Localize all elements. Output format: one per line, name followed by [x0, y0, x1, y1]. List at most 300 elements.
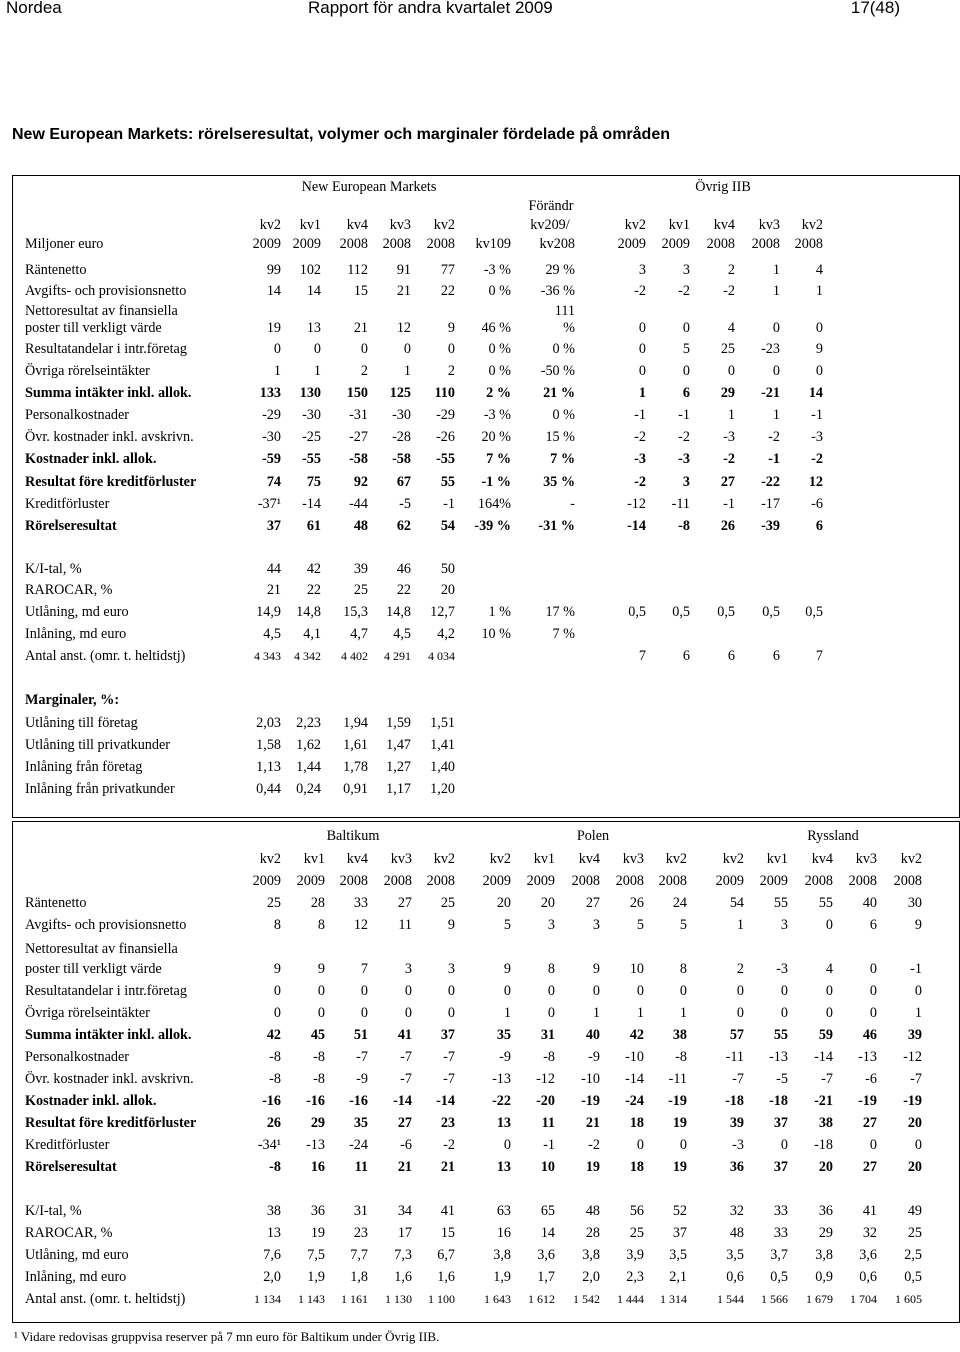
col-header: kv4	[713, 217, 735, 233]
row-label: Inlåning från företag	[25, 759, 143, 775]
cell: -18	[769, 1093, 788, 1109]
group-label-baltikum: Baltikum	[326, 828, 380, 844]
cell: 2009	[252, 236, 281, 252]
col-header: 2008	[383, 873, 412, 889]
table-row	[13, 958, 959, 980]
cell: 3	[638, 262, 646, 278]
cell: 0	[592, 983, 600, 999]
cell: 11	[541, 1115, 555, 1131]
cell: 25	[266, 895, 281, 911]
cell: -30	[302, 407, 321, 423]
cell: -7	[732, 1071, 744, 1087]
table-row	[13, 280, 959, 302]
cell: -9	[588, 1049, 600, 1065]
cell: 13	[496, 1159, 511, 1175]
cell: 21	[353, 320, 368, 336]
cell: 0	[503, 1137, 511, 1153]
cell: 2	[360, 363, 368, 379]
cell: -25	[302, 429, 321, 445]
table-row	[13, 1156, 959, 1178]
footnote: ¹ Vidare redovisas gruppvisa reserver på 7 mn euro för Baltikum under Övrig IIB.	[14, 1329, 440, 1344]
row-label: Resultat före kreditförluster	[25, 474, 197, 490]
table-row	[13, 1244, 959, 1266]
cell: 4	[825, 961, 833, 977]
cell: 35	[496, 1027, 511, 1043]
cell: -12	[627, 496, 646, 512]
col-header: kv2	[259, 851, 281, 867]
cell: 22	[306, 582, 321, 598]
cell: 1	[727, 407, 735, 423]
cell: 0	[914, 983, 922, 999]
cell: 1 679	[806, 1292, 833, 1306]
cell: -3	[634, 451, 646, 467]
cell: 21 %	[543, 385, 575, 401]
cell: 54	[729, 895, 744, 911]
table-row	[13, 426, 959, 448]
cell: 40	[862, 895, 877, 911]
cell: 1	[313, 363, 321, 379]
cell: 0 %	[488, 363, 511, 379]
cell: 55	[440, 474, 455, 490]
cell: 32	[862, 1225, 877, 1241]
cell: -2	[811, 451, 823, 467]
cell: 8	[547, 961, 555, 977]
cell: 18	[629, 1115, 644, 1131]
row-label: Övriga rörelseintäkter	[25, 1005, 150, 1021]
cell: 15	[440, 1225, 455, 1241]
cell: 0	[772, 320, 780, 336]
cell: 1,78	[343, 759, 368, 775]
row-label: Utlåning, md euro	[25, 1247, 129, 1263]
cell: 39	[353, 561, 368, 577]
cell: 41	[397, 1027, 412, 1043]
col-header: kv4	[346, 217, 368, 233]
cell: 27	[862, 1159, 877, 1175]
cell: 9	[815, 341, 823, 357]
cell: 54	[440, 518, 455, 534]
cell: 6	[682, 648, 690, 664]
cell: 22	[396, 582, 411, 598]
cell: -11	[668, 1071, 687, 1087]
row-label: Summa intäkter inkl. allok.	[25, 1027, 192, 1043]
header-row-2	[13, 870, 959, 892]
cell: 3	[682, 262, 690, 278]
table-row	[13, 317, 959, 339]
cell: 27	[397, 1115, 412, 1131]
cell: -8	[543, 1049, 555, 1065]
regions-table	[12, 821, 960, 1323]
cell: 0 %	[488, 341, 511, 357]
cell: 14,9	[256, 604, 281, 620]
cell: 41	[862, 1203, 877, 1219]
cell: -3	[732, 1137, 744, 1153]
cell: 14	[266, 283, 281, 299]
cell: 8	[317, 917, 325, 933]
cell: 112	[347, 262, 368, 278]
col-header: 2009	[759, 873, 788, 889]
row-label: Inlåning, md euro	[25, 1269, 127, 1285]
cell: -14	[436, 1093, 455, 1109]
cell: -36 %	[540, 283, 575, 299]
cell: 14	[306, 283, 321, 299]
cell: 0,9	[815, 1269, 833, 1285]
cell: 52	[672, 1203, 687, 1219]
row-label: Antal anst. (omr. t. heltidstj)	[25, 648, 186, 664]
cell: 0	[636, 1137, 644, 1153]
cell: 19	[672, 1115, 687, 1131]
cell: -3 %	[483, 407, 511, 423]
cell: 2008	[382, 236, 411, 252]
cell: -18	[725, 1093, 744, 1109]
cell: -1	[634, 407, 646, 423]
cell: 19	[310, 1225, 325, 1241]
cell: 2008	[426, 236, 455, 252]
cell: -8	[678, 518, 690, 534]
cell: 4,7	[350, 626, 368, 642]
cell: 46	[396, 561, 411, 577]
cell: 0	[736, 1005, 744, 1021]
cell: -8	[269, 1049, 281, 1065]
cell: 14	[540, 1225, 555, 1241]
cell: 0	[273, 341, 281, 357]
cell: 11	[354, 1159, 368, 1175]
cell: 26	[266, 1115, 281, 1131]
cell: 0 %	[552, 407, 575, 423]
cell: -39 %	[474, 518, 511, 534]
cell: 1,17	[386, 781, 411, 797]
table-row	[13, 558, 959, 580]
cell: -20	[536, 1093, 555, 1109]
cell: -22	[492, 1093, 511, 1109]
cell: 15 %	[545, 429, 575, 445]
cell: kv208	[539, 236, 575, 252]
cell: 0	[815, 363, 823, 379]
cell: 5	[503, 917, 511, 933]
cell: 2,5	[904, 1247, 922, 1263]
cell: 0	[780, 1005, 788, 1021]
cell: -19	[903, 1093, 922, 1109]
cell: 63	[496, 1203, 511, 1219]
cell: 3	[780, 917, 788, 933]
cell: 1 544	[717, 1292, 744, 1306]
row-label: Antal anst. (omr. t. heltidstj)	[25, 1291, 186, 1307]
col-header: kv2	[259, 217, 281, 233]
cell: 57	[729, 1027, 744, 1043]
row-label: Kostnader inkl. allok.	[25, 451, 157, 467]
cell: 2,0	[263, 1269, 281, 1285]
cell: 74	[266, 474, 281, 490]
table-row	[13, 448, 959, 470]
cell: 1,27	[386, 759, 411, 775]
cell: 29	[818, 1225, 833, 1241]
cell: -13	[769, 1049, 788, 1065]
cell: 0,5	[770, 1269, 788, 1285]
col-header: kv2	[665, 851, 687, 867]
cell: 20	[440, 582, 455, 598]
cell: 21	[440, 1159, 455, 1175]
cell: 31	[540, 1027, 555, 1043]
col-header: kv3	[758, 217, 780, 233]
cell: 0 %	[552, 341, 575, 357]
cell: 91	[396, 262, 411, 278]
col-header: 2009	[252, 873, 281, 889]
group-label-ryssland: Ryssland	[807, 828, 859, 844]
row-label: Utlåning till företag	[25, 715, 138, 731]
cell: 0	[869, 961, 877, 977]
row-label: Utlåning till privatkunder	[25, 737, 170, 753]
col-header: 2008	[848, 873, 877, 889]
cell: -7	[356, 1049, 368, 1065]
cell: -8	[675, 1049, 687, 1065]
group-label-nem: New European Markets	[301, 179, 437, 195]
cell: -29	[262, 407, 281, 423]
cell: 0,5	[628, 604, 646, 620]
cell: 12,7	[430, 604, 455, 620]
cell: -11	[725, 1049, 744, 1065]
cell: 41	[440, 1203, 455, 1219]
cell: 65	[540, 1203, 555, 1219]
cell: -31	[349, 407, 368, 423]
cell: -14	[627, 518, 646, 534]
cell: 38	[818, 1115, 833, 1131]
cell: 18	[629, 1159, 644, 1175]
cell: -2	[678, 283, 690, 299]
cell: 0	[679, 1137, 687, 1153]
cell: 9	[447, 917, 455, 933]
cell: 0	[638, 363, 646, 379]
row-label: Rörelseresultat	[25, 1159, 117, 1175]
cell: 39	[907, 1027, 922, 1043]
cell: -2	[634, 283, 646, 299]
cell: 0	[636, 983, 644, 999]
cell: -44	[349, 496, 368, 512]
cell: -14	[302, 496, 321, 512]
cell: 7 %	[550, 451, 575, 467]
cell: 42	[266, 1027, 281, 1043]
table-row	[13, 623, 959, 645]
cell: 25	[353, 582, 368, 598]
cell: 2009	[292, 236, 321, 252]
cell: 0	[869, 983, 877, 999]
cell: 16	[496, 1225, 511, 1241]
cell: 32	[729, 1203, 744, 1219]
cell: 62	[396, 518, 411, 534]
cell: 0	[273, 1005, 281, 1021]
cell: 110	[434, 385, 455, 401]
row-label: Övr. kostnader inkl. avskrivn.	[25, 1071, 194, 1087]
cell: 4 034	[428, 649, 455, 663]
cell: 1 612	[528, 1292, 555, 1306]
cell: 39	[729, 1115, 744, 1131]
cell: -23	[761, 341, 780, 357]
cell: 2008	[794, 236, 823, 252]
cell: -5	[399, 496, 411, 512]
cell: -30	[262, 429, 281, 445]
cell: -8	[269, 1071, 281, 1087]
cell: 7 %	[552, 626, 575, 642]
cell: -3 %	[483, 262, 511, 278]
cell: 0	[825, 983, 833, 999]
cell: 1	[772, 407, 780, 423]
cell: 4	[815, 262, 823, 278]
col-header: 2009	[296, 873, 325, 889]
col-header: kv1	[303, 851, 325, 867]
cell: -7	[443, 1049, 455, 1065]
cell: 6	[869, 917, 877, 933]
cell: 67	[396, 474, 411, 490]
cell: 6	[772, 648, 780, 664]
cell: kv109	[475, 236, 511, 252]
cell: 9	[914, 917, 922, 933]
table-row	[13, 1068, 959, 1090]
cell: 1 444	[617, 1292, 644, 1306]
cell: 12	[396, 320, 411, 336]
cell: 6	[682, 385, 690, 401]
cell: -9	[356, 1071, 368, 1087]
cell: 2,3	[626, 1269, 644, 1285]
header-company: Nordea	[6, 0, 62, 17]
cell: 0	[503, 983, 511, 999]
cell: 0	[914, 1137, 922, 1153]
header-row-1	[13, 848, 959, 870]
cell: 35	[353, 1115, 368, 1131]
cell: 17 %	[545, 604, 575, 620]
cell: 20	[907, 1115, 922, 1131]
cell: 0	[682, 363, 690, 379]
cell: 1 134	[254, 1292, 281, 1306]
cell: 1 161	[341, 1292, 368, 1306]
cell: 4 402	[341, 649, 368, 663]
cell: 59	[818, 1027, 833, 1043]
cell: 7,6	[263, 1247, 281, 1263]
cell: 48	[729, 1225, 744, 1241]
group-header-row	[13, 825, 959, 847]
col-header: kv4	[811, 851, 833, 867]
table-row	[13, 892, 959, 914]
cell: 9	[503, 961, 511, 977]
table-row	[13, 493, 959, 515]
cell: 21	[585, 1115, 600, 1131]
col-header: kv3	[389, 217, 411, 233]
cell: 0,5	[762, 604, 780, 620]
cell: 31	[353, 1203, 368, 1219]
cell: -2	[678, 429, 690, 445]
col-header: kv2	[801, 217, 823, 233]
cell: 7	[360, 961, 368, 977]
cell: 1,62	[296, 737, 321, 753]
row-label: Inlåning, md euro	[25, 626, 127, 642]
cell: 3	[547, 917, 555, 933]
cell: -27	[349, 429, 368, 445]
cell: 2	[447, 363, 455, 379]
cell: 111	[554, 303, 575, 319]
cell: 9	[592, 961, 600, 977]
row-label: Kostnader inkl. allok.	[25, 1093, 157, 1109]
cell: 1,9	[307, 1269, 325, 1285]
cell: 0	[404, 1005, 412, 1021]
cell: 37	[266, 518, 281, 534]
row-label: Miljoner euro	[25, 236, 104, 252]
cell: 25	[440, 895, 455, 911]
cell: -29	[436, 407, 455, 423]
table-row	[13, 1090, 959, 1112]
cell: -11	[671, 496, 690, 512]
cell: 0,91	[343, 781, 368, 797]
cell: -5	[776, 1071, 788, 1087]
cell: 3,6	[859, 1247, 877, 1263]
cell: 1,9	[493, 1269, 511, 1285]
col-header: kv2	[624, 217, 646, 233]
row-label: Personalkostnader	[25, 1049, 130, 1065]
cell: 1,13	[256, 759, 281, 775]
cell: 1 704	[850, 1292, 877, 1306]
cell: -7	[400, 1071, 412, 1087]
cell: 7,7	[350, 1247, 368, 1263]
cell: 38	[672, 1027, 687, 1043]
cell: -1	[678, 407, 690, 423]
col-header: kv4	[578, 851, 600, 867]
cell: 50	[440, 561, 455, 577]
section-title: New European Markets: rörelseresultat, volymer och marginaler fördelade på områden	[12, 126, 670, 143]
cell: 0	[317, 983, 325, 999]
cell: 1 130	[385, 1292, 412, 1306]
cell: 37	[672, 1225, 687, 1241]
cell: 26	[629, 895, 644, 911]
cell: 11	[398, 917, 412, 933]
cell: 2009	[617, 236, 646, 252]
table-row	[13, 1002, 959, 1024]
cell: 0	[780, 983, 788, 999]
cell: 0	[317, 1005, 325, 1021]
row-label: Nettoresultat av finansiella	[25, 303, 178, 319]
cell: 1,20	[430, 781, 455, 797]
cell: 1	[815, 283, 823, 299]
cell: 37	[773, 1115, 788, 1131]
cell: 4,2	[437, 626, 455, 642]
cell: 14,8	[386, 604, 411, 620]
cell: 1,7	[537, 1269, 555, 1285]
row-label: Resultatandelar i intr.företag	[25, 341, 187, 357]
cell: %	[563, 320, 575, 336]
cell: -26	[436, 429, 455, 445]
cell: -3	[723, 429, 735, 445]
group-label-ovrig: Övrig IIB	[695, 179, 751, 195]
row-label: poster till verkligt värde	[25, 961, 162, 977]
cell: 51	[353, 1027, 368, 1043]
col-header: 2008	[615, 873, 644, 889]
table-row	[13, 734, 959, 756]
row-label: Räntenetto	[25, 262, 87, 278]
col-header: 2008	[339, 873, 368, 889]
table-row	[13, 404, 959, 426]
cell: -14	[393, 1093, 412, 1109]
cell: 30	[907, 895, 922, 911]
cell: -6	[865, 1071, 877, 1087]
table-row	[13, 1024, 959, 1046]
row-label: Utlåning, md euro	[25, 604, 129, 620]
cell: -34¹	[257, 1137, 281, 1153]
cell: 6	[815, 518, 823, 534]
cell: -1	[443, 496, 455, 512]
cell: 13	[266, 1225, 281, 1241]
cell: -14	[625, 1071, 644, 1087]
cell: -16	[262, 1093, 281, 1109]
cell: -7	[910, 1071, 922, 1087]
table-row	[13, 259, 959, 281]
cell: 12	[353, 917, 368, 933]
cell: -18	[814, 1137, 833, 1153]
cell: 0	[869, 1005, 877, 1021]
